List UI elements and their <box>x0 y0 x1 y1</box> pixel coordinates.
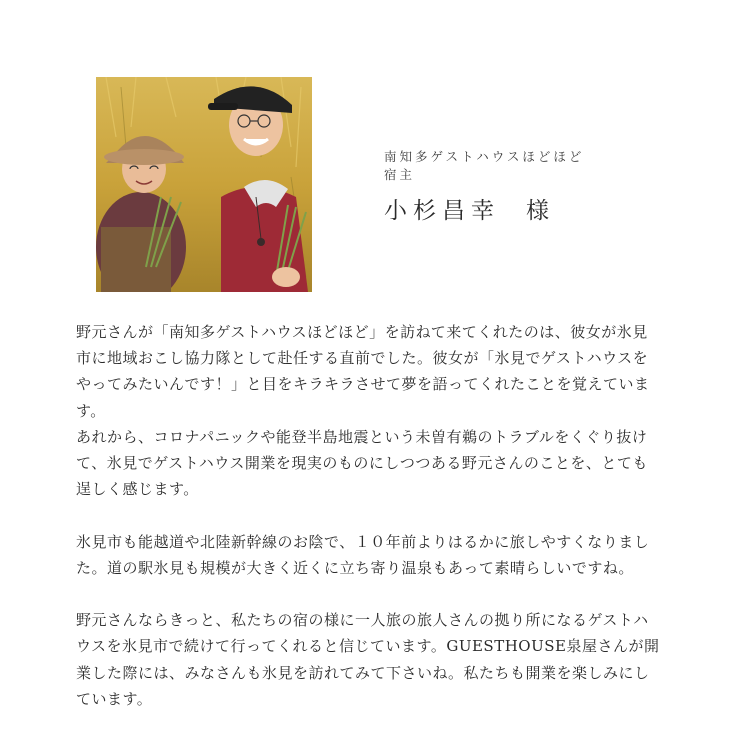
photo-of-two-people-in-rice-field <box>96 77 312 292</box>
message-paragraph: 野元さんが「南知多ゲストハウスほどほど」を訪ねて来てくれたのは、彼女が氷見市に地域おこし協力隊として赴任する直前でした。彼女が「氷見でゲストハウスをやってみたいんです！」と目をキラキラさせて夢を語ってくれたことを覚えています。 <box>76 323 650 420</box>
person-name: 小杉昌幸 <box>384 198 500 224</box>
role-title: 宿主 <box>384 167 416 182</box>
paragraph-spacer <box>76 502 660 528</box>
honorific: 様 <box>526 198 555 224</box>
message-paragraph: 野元さんならきっと、私たちの宿の様に一人旅の旅人さんの拠り所になるゲストハウスを氷見市で続けて行ってくれると信じています。GUESTHOUSE泉屋さんが開業した際には、みなさんも氷見を訪れてみて下さいね。私たちも開業を楽しみにしています。 <box>76 611 660 708</box>
message-paragraph: あれから、コロナパニックや能登半島地震という未曽有鵜のトラブルをくぐり抜けて、氷見でゲストハウス開業を現実のものにしつつある野元さんのことを、とても逞しく感じます。 <box>76 427 648 499</box>
profile-photo <box>96 77 312 292</box>
name-row <box>384 196 714 226</box>
message-body <box>76 319 660 712</box>
organization-name: 南知多ゲストハウスほどほど <box>384 149 585 164</box>
paragraph-spacer <box>76 581 660 607</box>
profile-block <box>384 148 714 226</box>
message-paragraph: 氷見市も能越道や北陸新幹線のお陰で、１０年前よりはるかに旅しやすくなりました。道の駅氷見も規模が大きく近くに立ち寄り温泉もあって素晴らしいですね。 <box>76 532 650 577</box>
